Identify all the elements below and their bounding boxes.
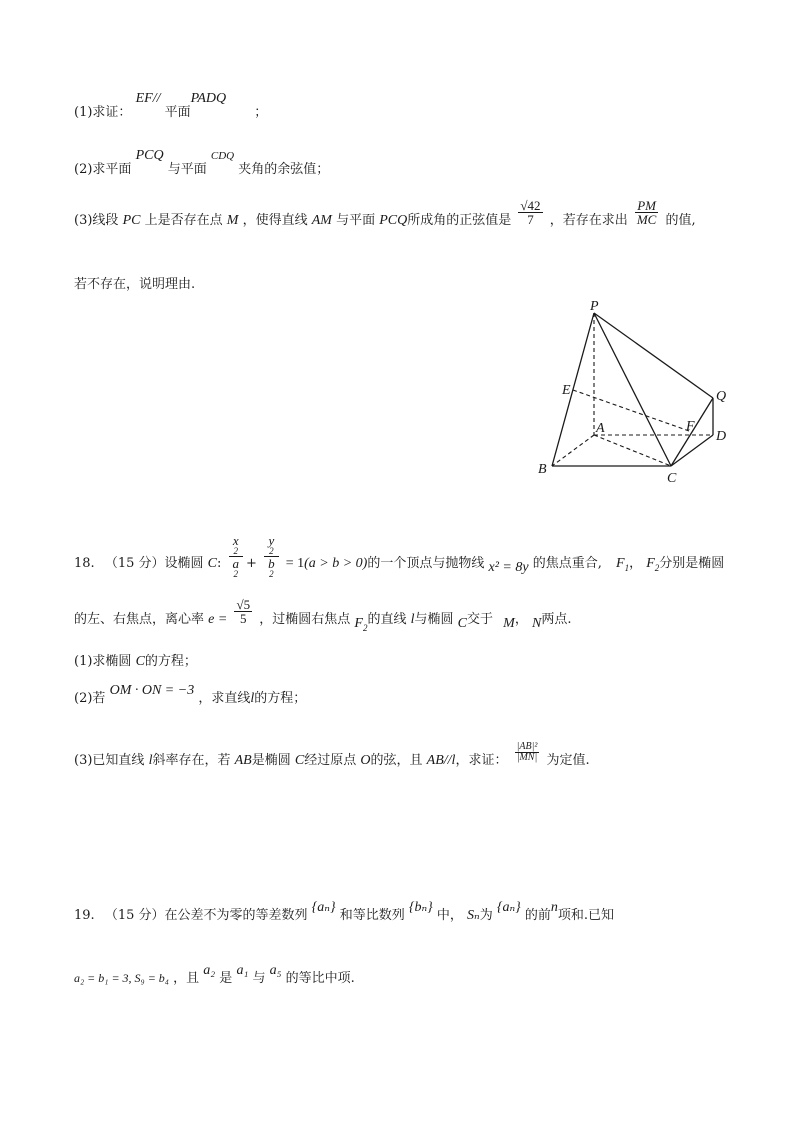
label-F: F [686, 419, 695, 434]
segment-EF [573, 390, 692, 432]
eccentricity-fraction: $\frac{√5}{5}$ [236, 597, 251, 626]
edge-AC [594, 435, 671, 466]
ratio-fraction: $\frac{PM}{MC}$ [636, 198, 657, 227]
q18-part2: (2)若 OM · ON = −3 ，求直线l的方程； [74, 683, 307, 706]
edge-PB [552, 313, 594, 466]
pyramid-figure [530, 298, 740, 490]
label-D: D [716, 429, 727, 444]
sine-value-fraction: $\frac{√42}{7}$ [520, 198, 541, 227]
label-C: C [667, 471, 677, 486]
label-Q: Q [716, 389, 727, 404]
x-squared-over-a-squared: x 2 a 2 [229, 534, 244, 579]
edge-PQ [594, 313, 713, 398]
q17-part3: (3)线段 PC 上是否存在点 M ，使得直线 AM 与平面 PCQ所成角的正弦值是 $\frac{√42}{7}$ ，若存在求出 $\frac{PM}{MC}$ 的值, [74, 198, 696, 228]
label-P: P [590, 299, 599, 314]
edge-PC [594, 313, 671, 466]
q17-part2: (2)求平面 PCQ 与平面 $^{CDQ}$ 夹角的余弦值； [74, 148, 330, 177]
ab-squared-over-mn-fraction: $\frac{\text{|AB|²}}{|MN|}$ [516, 741, 538, 763]
q19-stem-line2: a₂ = b₁ = 3, S₉ = b₄ ，且 a₂ 是 a₁ 与 a₅ 的等比中项. [74, 963, 355, 986]
q18-part1: (1)求椭圆 C的方程； [74, 654, 197, 669]
q17-part1: (1)求证： EF// 平面PADQ ； [74, 91, 268, 120]
label-E: E [562, 383, 571, 398]
q18-stem: 18. （15 分）设椭圆 C: x 2 a 2 + y 2 b 2 = 1(a > b > 0)的一个顶点与抛物线 x² = 8y 的焦点重合, $F_1$， $F_2$分别是椭圆 [74, 533, 725, 579]
edge-CD [671, 435, 713, 466]
label-A: A [596, 421, 605, 436]
q18-stem-line2: 的左、右焦点，离心率 e = $\frac{√5}{5}$ ，过椭圆右焦点 $F_2$的直线 l与椭圆 C交于 M， N两点. [74, 597, 572, 633]
y-squared-over-b-squared: y 2 b 2 [264, 534, 279, 579]
edge-AB [552, 435, 594, 466]
q17-part3-cont: 若不存在，说明理由. [74, 277, 196, 292]
q18-part3: (3)已知直线 l斜率存在，若 AB是椭圆 C经过原点 O的弦，且 AB//l，求证： $\frac{\text{|AB|²}}{|MN|}$ 为定值. [74, 741, 590, 768]
q19-stem: 19. （15 分）在公差不为零的等差数列 {aₙ} 和等比数列 {bₙ} 中， Sₙ为 {aₙ} 的前n项和.已知 [74, 900, 615, 923]
label-B: B [538, 462, 547, 477]
